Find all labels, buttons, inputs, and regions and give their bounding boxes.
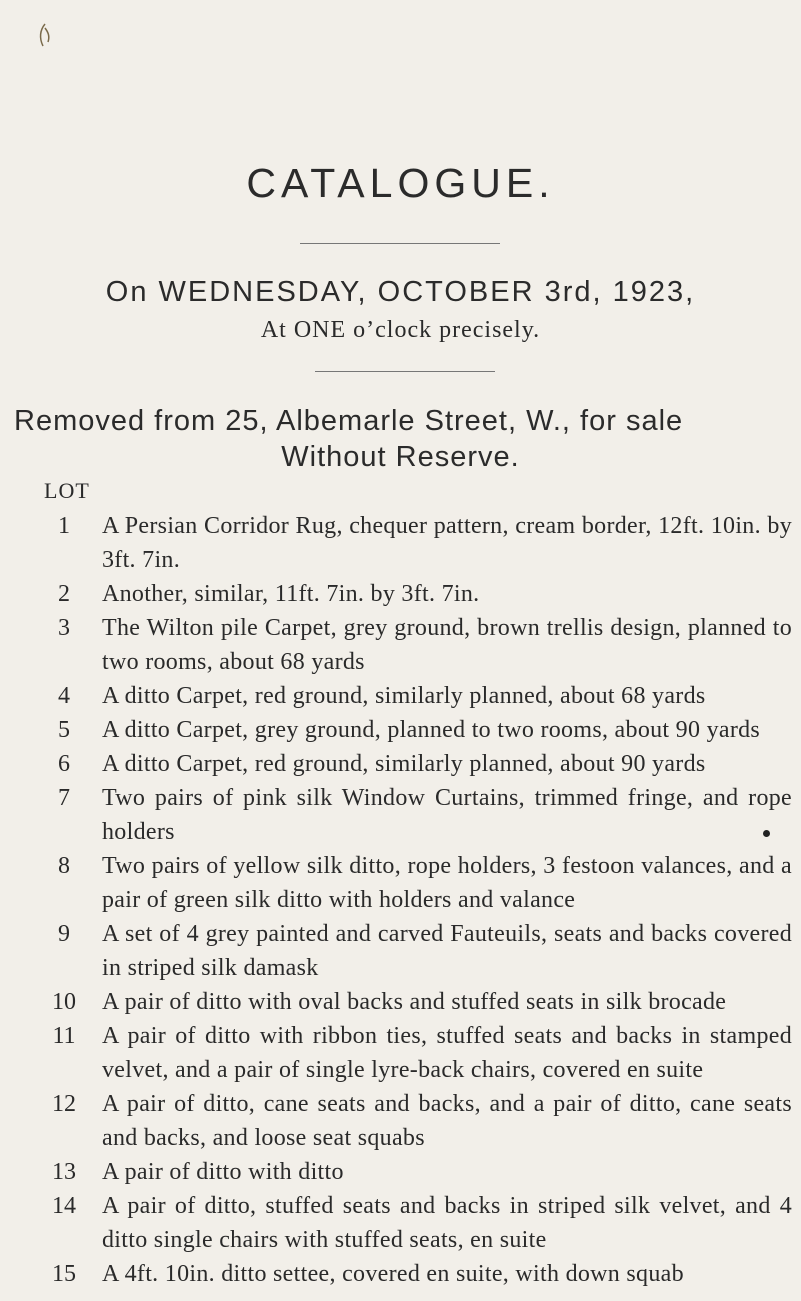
lot-description: A ditto Carpet, red ground, similarly planned, about 90 yards bbox=[102, 751, 706, 777]
lot-description: Another, similar, 11ft. 7in. by 3ft. 7in. bbox=[102, 581, 480, 607]
lot-number: 6 bbox=[58, 751, 70, 777]
lot-number: 1 bbox=[58, 513, 70, 539]
lot-description: A pair of ditto, stuffed seats and backs in striped silk velvet, and 4 ditto single chairs with stuffed seats, en suite bbox=[102, 1193, 792, 1253]
lot-number: 13 bbox=[52, 1159, 76, 1185]
lot-description: A pair of ditto with ribbon ties, stuffed seats and backs in stamped velvet, and a pair of single lyre-back chairs, covered en suite bbox=[102, 1023, 792, 1083]
lot-number: 8 bbox=[58, 853, 70, 879]
lot-number: 11 bbox=[52, 1023, 76, 1049]
title-divider bbox=[300, 243, 500, 244]
catalogue-title: CATALOGUE. bbox=[246, 160, 555, 206]
lot-number: 12 bbox=[52, 1091, 76, 1117]
without-reserve: Without Reserve. bbox=[281, 441, 520, 473]
lot-description: A set of 4 grey painted and carved Fauteuils, seats and backs covered in striped silk damask bbox=[102, 921, 792, 981]
lot-number: 7 bbox=[58, 785, 70, 811]
lot-description: A ditto Carpet, red ground, similarly planned, about 68 yards bbox=[102, 683, 706, 709]
lot-number: 3 bbox=[58, 615, 70, 641]
lot-number: 15 bbox=[52, 1261, 76, 1287]
removed-from-line: Removed from 25, Albemarle Street, W., for sale bbox=[14, 405, 684, 437]
lot-number: 14 bbox=[52, 1193, 76, 1219]
lot-description: A pair of ditto, cane seats and backs, and a pair of ditto, cane seats and backs, and loose seat squabs bbox=[102, 1091, 792, 1151]
lot-description: A Persian Corridor Rug, chequer pattern, cream border, 12ft. 10in. by 3ft. 7in. bbox=[102, 513, 792, 573]
time-divider bbox=[315, 371, 495, 372]
lot-column-heading: LOT bbox=[44, 478, 90, 503]
lot-description: Two pairs of yellow silk ditto, rope holders, 3 festoon valances, and a pair of green silk ditto with holders and valance bbox=[102, 853, 792, 913]
paper-mark bbox=[36, 22, 54, 50]
lot-description: A ditto Carpet, grey ground, planned to two rooms, about 90 yards bbox=[102, 717, 761, 743]
lot-description: The Wilton pile Carpet, grey ground, brown trellis design, planned to two rooms, about 68 yards bbox=[102, 615, 792, 675]
lot-description: Two pairs of pink silk Window Curtains, trimmed fringe, and rope holders bbox=[102, 785, 792, 845]
lot-number: 2 bbox=[58, 581, 70, 607]
lot-number: 9 bbox=[58, 921, 70, 947]
lot-number: 10 bbox=[52, 989, 76, 1015]
sale-time: At ONE o’clock precisely. bbox=[260, 317, 541, 343]
lot-description: A pair of ditto with ditto bbox=[102, 1159, 344, 1185]
lot-number: 5 bbox=[58, 717, 70, 743]
lot-number: 4 bbox=[58, 683, 70, 709]
lot-description: A 4ft. 10in. ditto settee, covered en suite, with down squab bbox=[102, 1261, 684, 1287]
sale-date: On WEDNESDAY, OCTOBER 3rd, 1923, bbox=[105, 276, 696, 308]
lot-description: A pair of ditto with oval backs and stuffed seats in silk brocade bbox=[102, 989, 727, 1015]
